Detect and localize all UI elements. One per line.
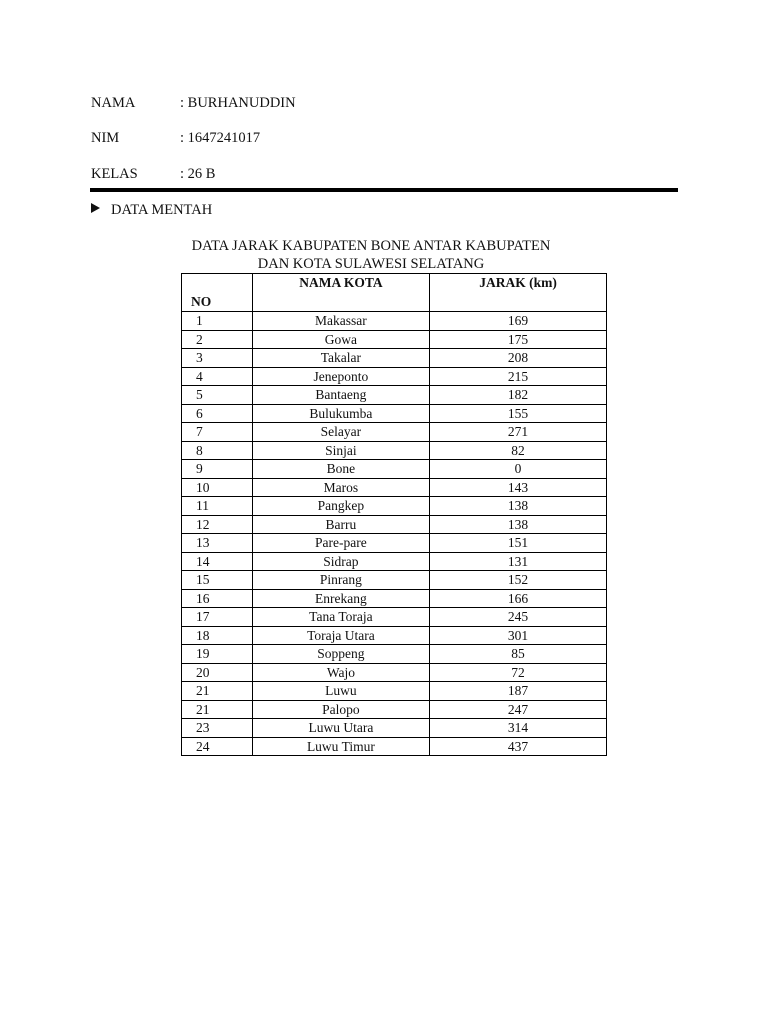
row-number: 19 xyxy=(182,645,253,664)
nama-label: NAMA xyxy=(91,95,136,111)
table-row xyxy=(182,663,607,682)
distance-value: 152 xyxy=(430,571,607,590)
row-number: 5 xyxy=(182,386,253,405)
nim-label: NIM xyxy=(91,130,120,146)
city-name: Bulukumba xyxy=(252,404,429,423)
row-number: 23 xyxy=(182,719,253,738)
distance-value: 151 xyxy=(430,534,607,553)
city-name: Luwu Timur xyxy=(252,737,429,756)
city-name: Pangkep xyxy=(252,497,429,516)
table-row xyxy=(182,460,607,479)
row-number: 13 xyxy=(182,534,253,553)
city-name: Enrekang xyxy=(252,589,429,608)
distance-value: 131 xyxy=(430,552,607,571)
distance-value: 72 xyxy=(430,663,607,682)
table-header-row xyxy=(182,274,607,312)
table-row xyxy=(182,589,607,608)
distance-value: 138 xyxy=(430,497,607,516)
table-row xyxy=(182,682,607,701)
row-number: 1 xyxy=(182,312,253,331)
table-row xyxy=(182,700,607,719)
table-row xyxy=(182,330,607,349)
city-name: Barru xyxy=(252,515,429,534)
distance-value: 301 xyxy=(430,626,607,645)
distance-value: 314 xyxy=(430,719,607,738)
city-name: Gowa xyxy=(252,330,429,349)
row-number: 7 xyxy=(182,423,253,442)
row-number: 8 xyxy=(182,441,253,460)
table-row xyxy=(182,349,607,368)
row-number: 16 xyxy=(182,589,253,608)
distance-value: 437 xyxy=(430,737,607,756)
row-number: 4 xyxy=(182,367,253,386)
distance-value: 0 xyxy=(430,460,607,479)
city-name: Sinjai xyxy=(252,441,429,460)
city-name: Bone xyxy=(252,460,429,479)
row-number: 2 xyxy=(182,330,253,349)
row-number: 21 xyxy=(182,682,253,701)
row-number: 12 xyxy=(182,515,253,534)
distance-value: 85 xyxy=(430,645,607,664)
table-row xyxy=(182,626,607,645)
distance-value: 169 xyxy=(430,312,607,331)
row-number: 17 xyxy=(182,608,253,627)
city-name: Palopo xyxy=(252,700,429,719)
distance-value: 166 xyxy=(430,589,607,608)
row-number: 3 xyxy=(182,349,253,368)
row-number: 11 xyxy=(182,497,253,516)
arrowhead-bullet-icon xyxy=(91,203,100,213)
table-row xyxy=(182,404,607,423)
table-row xyxy=(182,312,607,331)
row-number: 24 xyxy=(182,737,253,756)
table-row xyxy=(182,552,607,571)
kelas-value: : 26 B xyxy=(180,166,216,182)
table-row xyxy=(182,441,607,460)
city-name: Wajo xyxy=(252,663,429,682)
header-nama-kota: NAMA KOTA xyxy=(252,274,429,312)
header-divider xyxy=(90,188,678,192)
table-row xyxy=(182,478,607,497)
distance-value: 182 xyxy=(430,386,607,405)
section-heading-text: DATA MENTAH xyxy=(111,202,213,218)
distance-value: 82 xyxy=(430,441,607,460)
distance-value: 245 xyxy=(430,608,607,627)
table-title-line-1: DATA JARAK KABUPATEN BONE ANTAR KABUPATEN xyxy=(191,238,551,254)
city-name: Sidrap xyxy=(252,552,429,571)
table-row xyxy=(182,534,607,553)
city-name: Pinrang xyxy=(252,571,429,590)
kelas-label: KELAS xyxy=(91,166,138,182)
distance-value: 208 xyxy=(430,349,607,368)
row-number: 21 xyxy=(182,700,253,719)
row-number: 18 xyxy=(182,626,253,645)
table-row xyxy=(182,515,607,534)
row-number: 9 xyxy=(182,460,253,479)
row-number: 6 xyxy=(182,404,253,423)
table-row xyxy=(182,719,607,738)
table-body xyxy=(182,312,607,756)
distance-value: 175 xyxy=(430,330,607,349)
table-row xyxy=(182,367,607,386)
city-name: Bantaeng xyxy=(252,386,429,405)
table-row xyxy=(182,645,607,664)
distance-value: 187 xyxy=(430,682,607,701)
table-row xyxy=(182,497,607,516)
distance-table xyxy=(181,273,607,756)
row-number: 10 xyxy=(182,478,253,497)
city-name: Takalar xyxy=(252,349,429,368)
row-number: 14 xyxy=(182,552,253,571)
city-name: Makassar xyxy=(252,312,429,331)
nama-value: : BURHANUDDIN xyxy=(180,95,296,111)
table-title-line-2: DAN KOTA SULAWESI SELATANG xyxy=(257,256,485,272)
distance-value: 215 xyxy=(430,367,607,386)
city-name: Luwu Utara xyxy=(252,719,429,738)
distance-value: 271 xyxy=(430,423,607,442)
header-no: NO xyxy=(182,274,253,312)
city-name: Pare-pare xyxy=(252,534,429,553)
table-row xyxy=(182,737,607,756)
table-row xyxy=(182,571,607,590)
header-jarak: JARAK (km) xyxy=(430,274,607,312)
city-name: Luwu xyxy=(252,682,429,701)
distance-value: 247 xyxy=(430,700,607,719)
table-row xyxy=(182,423,607,442)
city-name: Tana Toraja xyxy=(252,608,429,627)
nim-value: : 1647241017 xyxy=(180,130,261,146)
city-name: Selayar xyxy=(252,423,429,442)
row-number: 20 xyxy=(182,663,253,682)
distance-value: 138 xyxy=(430,515,607,534)
city-name: Soppeng xyxy=(252,645,429,664)
distance-value: 155 xyxy=(430,404,607,423)
distance-value: 143 xyxy=(430,478,607,497)
city-name: Jeneponto xyxy=(252,367,429,386)
row-number: 15 xyxy=(182,571,253,590)
city-name: Maros xyxy=(252,478,429,497)
table-row xyxy=(182,608,607,627)
table-row xyxy=(182,386,607,405)
section-heading xyxy=(91,201,212,219)
city-name: Toraja Utara xyxy=(252,626,429,645)
